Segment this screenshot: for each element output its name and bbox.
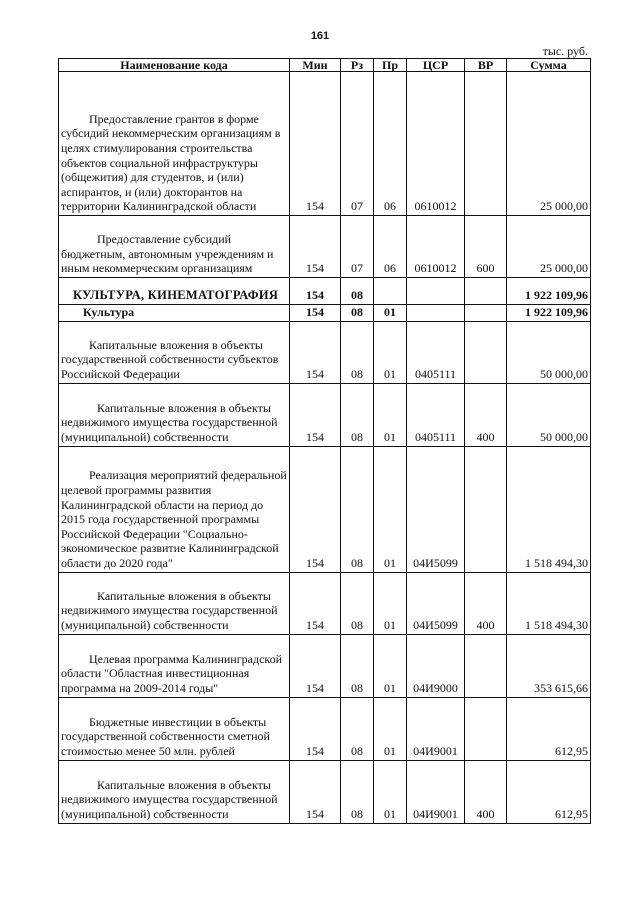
table-row bbox=[59, 634, 591, 697]
row-pr: 06 bbox=[374, 216, 407, 278]
row-min: 154 bbox=[290, 72, 341, 216]
table-row bbox=[59, 72, 591, 216]
header-pr: Пр bbox=[374, 59, 407, 72]
row-rz: 08 bbox=[341, 760, 374, 823]
table-row-subsection bbox=[59, 305, 591, 322]
row-sum: 1 922 109,96 bbox=[507, 305, 591, 322]
header-sum: Сумма bbox=[507, 59, 591, 72]
row-csr bbox=[407, 278, 465, 305]
row-csr: 0610012 bbox=[407, 72, 465, 216]
row-csr: 04И9000 bbox=[407, 634, 465, 697]
row-pr: 01 bbox=[374, 321, 407, 383]
row-sum: 1 518 494,30 bbox=[507, 446, 591, 572]
row-min: 154 bbox=[290, 383, 341, 446]
row-vr bbox=[465, 72, 507, 216]
row-vr bbox=[465, 278, 507, 305]
row-name: Капитальные вложения в объекты государственной собственности субъектов Российской Федерации bbox=[59, 321, 290, 383]
row-sum: 612,95 bbox=[507, 760, 591, 823]
row-pr: 01 bbox=[374, 697, 407, 760]
table-row bbox=[59, 383, 591, 446]
row-rz: 08 bbox=[341, 697, 374, 760]
table-row bbox=[59, 760, 591, 823]
row-name: Предоставление субсидий бюджетным, автономным учреждениям и иным некоммерческим организациям bbox=[59, 216, 290, 278]
table-header-row bbox=[59, 59, 591, 72]
table-row bbox=[59, 216, 591, 278]
row-vr bbox=[465, 634, 507, 697]
row-min: 154 bbox=[290, 634, 341, 697]
row-sum: 25 000,00 bbox=[507, 216, 591, 278]
row-pr: 01 bbox=[374, 446, 407, 572]
row-rz: 07 bbox=[341, 72, 374, 216]
row-rz: 08 bbox=[341, 572, 374, 634]
row-min: 154 bbox=[290, 305, 341, 322]
header-csr: ЦСР bbox=[407, 59, 465, 72]
row-vr bbox=[465, 697, 507, 760]
row-name: Капитальные вложения в объекты недвижимого имущества государственной (муниципальной) собственности bbox=[59, 760, 290, 823]
row-sum: 1 922 109,96 bbox=[507, 278, 591, 305]
row-name: Реализация мероприятий федеральной целевой программы развития Калининградской области на период до 2015 года государственной программы Российской Федерации "Социально-экономическое развитие Калининградской области до 2020 года" bbox=[59, 446, 290, 572]
row-name: Капитальные вложения в объекты недвижимого имущества государственной (муниципальной) собственности bbox=[59, 383, 290, 446]
row-sum: 612,95 bbox=[507, 697, 591, 760]
row-sum: 50 000,00 bbox=[507, 321, 591, 383]
row-pr: 01 bbox=[374, 760, 407, 823]
table-row bbox=[59, 321, 591, 383]
row-rz: 08 bbox=[341, 278, 374, 305]
row-rz: 07 bbox=[341, 216, 374, 278]
row-name: Культура bbox=[59, 305, 290, 322]
table-row bbox=[59, 446, 591, 572]
row-csr: 04И5099 bbox=[407, 572, 465, 634]
row-name: Бюджетные инвестиции в объекты государственной собственности сметной стоимостью менее 50 млн. рублей bbox=[59, 697, 290, 760]
page-number: 161 bbox=[310, 30, 330, 42]
row-min: 154 bbox=[290, 216, 341, 278]
row-name: Предоставление грантов в форме субсидий некоммерческим организациям в целях стимулирования строительства объектов социальной инфраструктуры (общежития) для студентов, и (или) аспирантов, и (или) докторантов на территории Калининградской области bbox=[59, 72, 290, 216]
row-min: 154 bbox=[290, 278, 341, 305]
row-name: Целевая программа Калининградской области "Областная инвестиционная программа на 2009-2014 годы" bbox=[59, 634, 290, 697]
table-row-section bbox=[59, 278, 591, 305]
row-min: 154 bbox=[290, 697, 341, 760]
row-pr: 01 bbox=[374, 634, 407, 697]
row-min: 154 bbox=[290, 321, 341, 383]
row-min: 154 bbox=[290, 446, 341, 572]
row-min: 154 bbox=[290, 572, 341, 634]
row-rz: 08 bbox=[341, 446, 374, 572]
header-name: Наименование кода bbox=[59, 59, 290, 72]
row-csr: 04И9001 bbox=[407, 760, 465, 823]
row-pr: 01 bbox=[374, 572, 407, 634]
row-sum: 1 518 494,30 bbox=[507, 572, 591, 634]
row-csr bbox=[407, 305, 465, 322]
units-label: тыс. руб. bbox=[542, 44, 588, 58]
row-csr: 0405111 bbox=[407, 321, 465, 383]
row-csr: 04И5099 bbox=[407, 446, 465, 572]
row-pr: 06 bbox=[374, 72, 407, 216]
row-sum: 353 615,66 bbox=[507, 634, 591, 697]
row-name: Капитальные вложения в объекты недвижимого имущества государственной (муниципальной) собственности bbox=[59, 572, 290, 634]
row-pr bbox=[374, 278, 407, 305]
row-vr: 400 bbox=[465, 383, 507, 446]
header-min: Мин bbox=[290, 59, 341, 72]
row-rz: 08 bbox=[341, 321, 374, 383]
row-vr: 400 bbox=[465, 760, 507, 823]
header-rz: Рз bbox=[341, 59, 374, 72]
row-name: КУЛЬТУРА, КИНЕМАТОГРАФИЯ bbox=[59, 278, 290, 305]
row-csr: 0405111 bbox=[407, 383, 465, 446]
row-vr bbox=[465, 446, 507, 572]
budget-table bbox=[58, 58, 591, 824]
row-rz: 08 bbox=[341, 634, 374, 697]
row-vr: 400 bbox=[465, 572, 507, 634]
row-vr: 600 bbox=[465, 216, 507, 278]
row-min: 154 bbox=[290, 760, 341, 823]
row-sum: 25 000,00 bbox=[507, 72, 591, 216]
row-rz: 08 bbox=[341, 305, 374, 322]
table-row bbox=[59, 697, 591, 760]
row-csr: 0610012 bbox=[407, 216, 465, 278]
row-vr bbox=[465, 321, 507, 383]
row-vr bbox=[465, 305, 507, 322]
table-row bbox=[59, 572, 591, 634]
row-pr: 01 bbox=[374, 383, 407, 446]
row-csr: 04И9001 bbox=[407, 697, 465, 760]
row-rz: 08 bbox=[341, 383, 374, 446]
row-pr: 01 bbox=[374, 305, 407, 322]
row-sum: 50 000,00 bbox=[507, 383, 591, 446]
header-vr: ВР bbox=[465, 59, 507, 72]
